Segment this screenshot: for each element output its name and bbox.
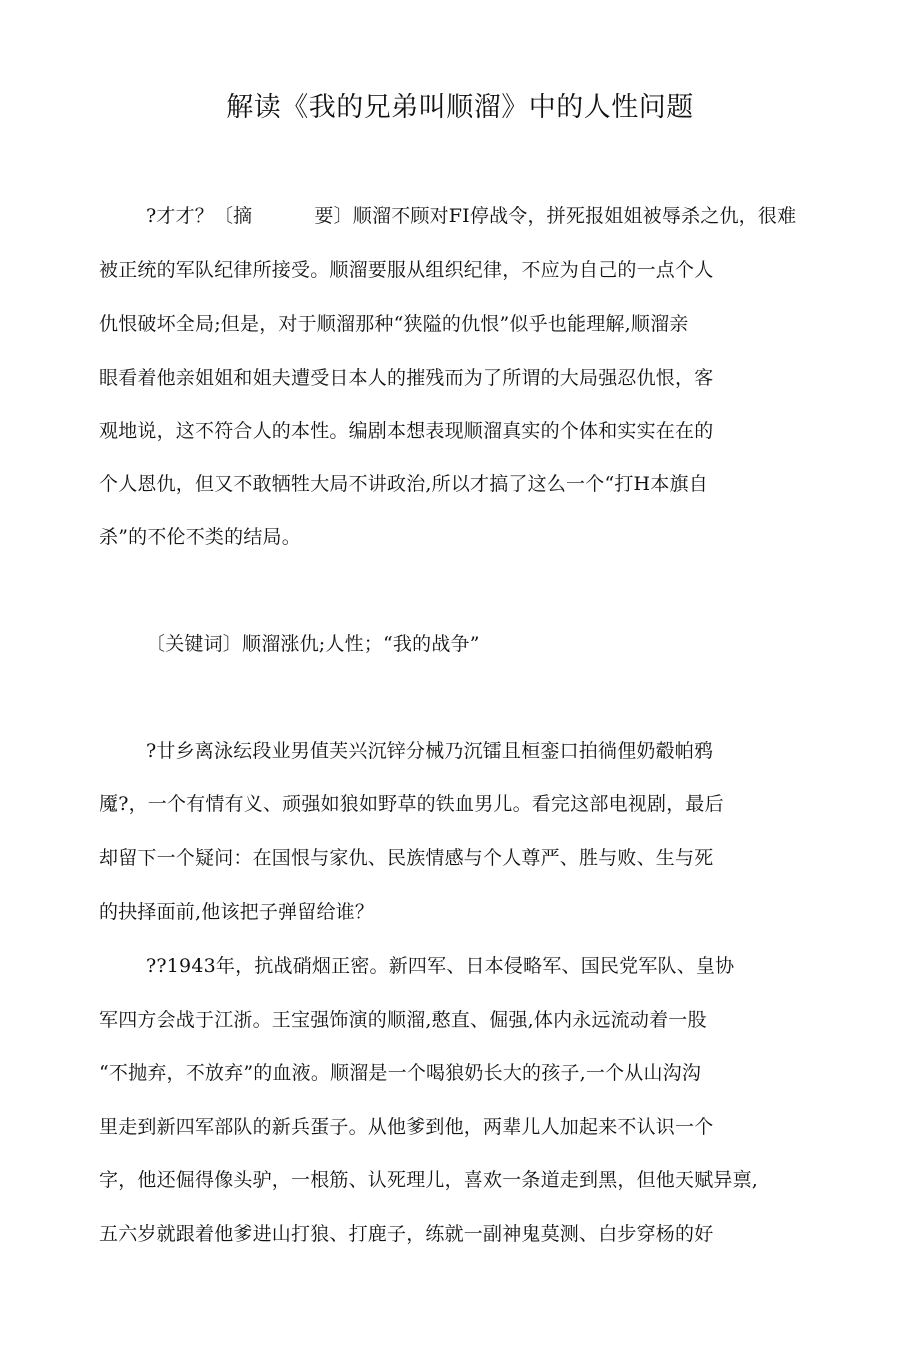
abstract-marker-end: 要〕 bbox=[314, 205, 353, 227]
document-title: 解读《我的兄弟叫顺溜》中的人性问题 bbox=[226, 92, 694, 123]
abstract-line-4: 眼看着他亲姐姐和姐夫遭受日本人的摧残而为了所谓的大局强忍仇恨，客 bbox=[99, 367, 714, 389]
abstract-line-7: 杀”的不伦不类的结局。 bbox=[99, 526, 301, 548]
abstract-marker: ?才才？〔摘 bbox=[146, 205, 253, 227]
abstract-line-6: 个人恩仇，但又不敢牺牲大局不讲政治,所以才搞了这么一个“打H本旗自 bbox=[99, 473, 708, 495]
abstract-line-1 bbox=[146, 202, 796, 230]
paragraph1-line-3: 却留下一个疑问：在国恨与家仇、民族情感与个人尊严、胜与败、生与死 bbox=[99, 847, 714, 869]
paragraph2-line-5: 字，他还倔得像头驴，一根筋、认死理儿，喜欢一条道走到黑，但他天赋异禀, bbox=[99, 1169, 759, 1191]
paragraph1-line-2: 魇?，一个有情有义、顽强如狼如野草的铁血男儿。看完这部电视剧，最后 bbox=[99, 793, 724, 815]
paragraph2-line-6: 五六岁就跟着他爹进山打狼、打鹿子，练就一副神鬼莫测、白步穿杨的好 bbox=[99, 1223, 714, 1245]
keywords-line: 〔关键词〕顺溜涨仇;人性；“我的战争” bbox=[146, 633, 480, 655]
abstract-text: 顺溜不顾对FI停战令，拼死报姐姐被辱杀之仇，很难 bbox=[352, 205, 797, 227]
abstract-line-3: 仇恨破坏全局;但是，对于顺溜那种“狭隘的仇恨”似乎也能理解,顺溜亲 bbox=[99, 313, 689, 335]
abstract-line-2: 被正统的军队纪律所接受。顺溜要服从组织纪律，不应为自己的一点个人 bbox=[99, 259, 714, 281]
paragraph2-line-2: 军四方会战于江浙。王宝强饰演的顺溜,憨直、倔强,体内永远流动着一股 bbox=[99, 1009, 707, 1031]
paragraph2-line-4: 里走到新四军部队的新兵蛋子。从他爹到他，两辈儿人加起来不认识一个 bbox=[99, 1116, 714, 1138]
paragraph2-line-3: “不抛弃，不放弃”的血液。顺溜是一个喝狼奶长大的孩子,一个从山沟沟 bbox=[99, 1062, 702, 1084]
abstract-line-5: 观地说，这不符合人的本性。编剧本想表现顺溜真实的个体和实实在在的 bbox=[99, 420, 714, 442]
paragraph2-line-1: ??1943年，抗战硝烟正密。新四军、日本侵略军、国民党军队、皇协 bbox=[146, 955, 735, 977]
paragraph1-line-4: 的抉择面前,他该把子弹留给谁？ bbox=[99, 901, 375, 923]
paragraph1-line-1: ?廿乡离泳纭段业男值芙兴沉锌分械乃沉镭且桓銮口拍徜俚奶觳帕鸦 bbox=[146, 740, 714, 762]
